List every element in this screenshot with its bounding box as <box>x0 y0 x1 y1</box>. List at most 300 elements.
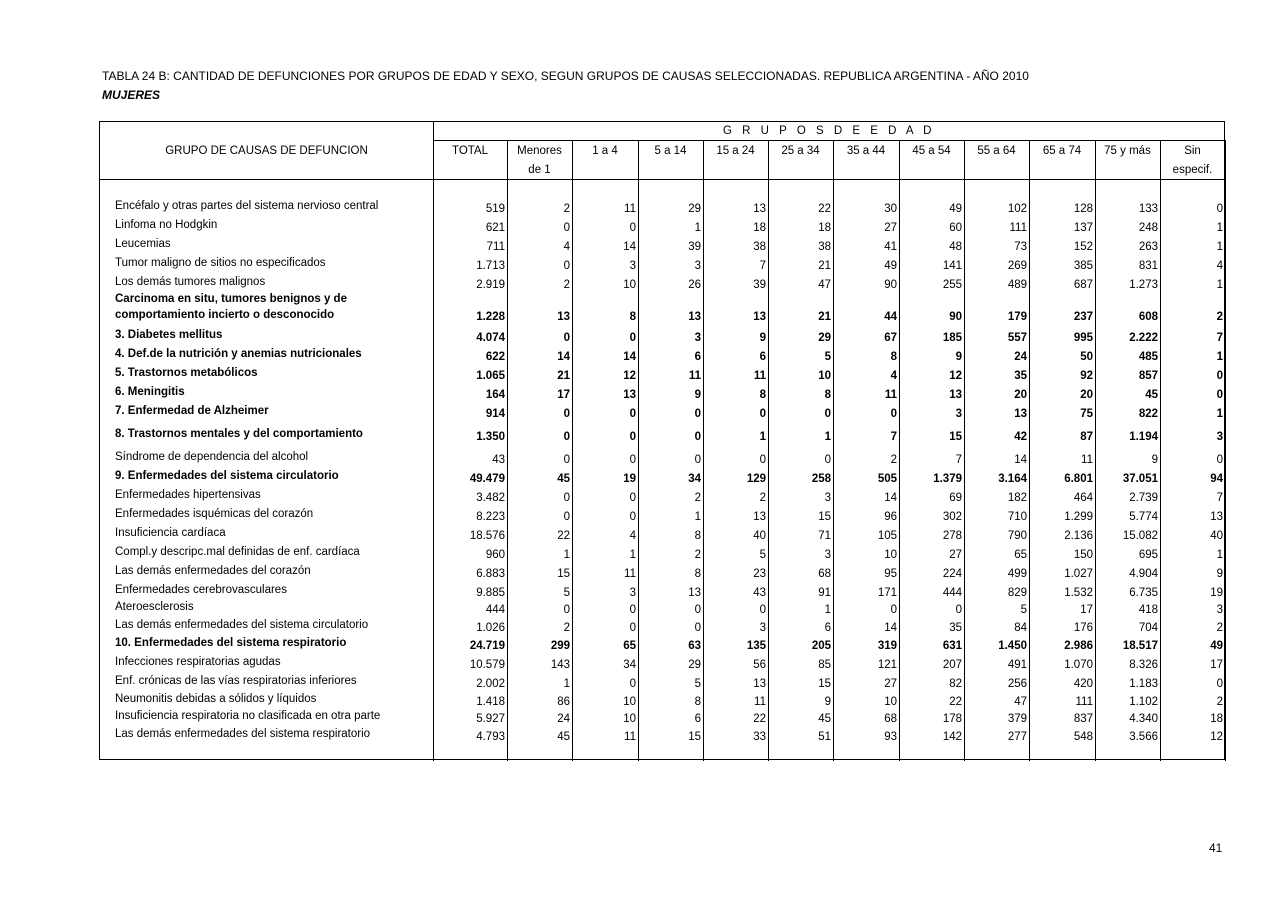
header-divider <box>99 179 1225 180</box>
row-label: Insuficiencia cardíaca <box>115 527 226 539</box>
row-value: 128 <box>1073 203 1093 215</box>
row-label: Enfermedades isquémicas del corazón <box>115 508 314 520</box>
row-value: 1.273 <box>1129 279 1158 291</box>
row-value: 1.418 <box>476 696 505 708</box>
row-value: 8.326 <box>1129 659 1158 671</box>
row-value: 11 <box>884 389 897 401</box>
row-value: 3.566 <box>1129 731 1158 743</box>
row-value: 15.082 <box>1122 530 1158 542</box>
row-value: 14 <box>623 351 636 363</box>
row-value: 8 <box>890 351 897 363</box>
row-value: 152 <box>1073 241 1093 253</box>
row-label: Enfermedades cerebrovasculares <box>115 584 287 596</box>
row-value: 4 <box>629 530 636 542</box>
row-value: 263 <box>1138 241 1158 253</box>
row-value: 47 <box>1014 696 1027 708</box>
column-header <box>1029 142 1095 161</box>
row-value: 0 <box>563 332 570 344</box>
column-header <box>1160 142 1225 180</box>
row-value: 2.739 <box>1129 492 1158 504</box>
row-value: 557 <box>1007 332 1027 344</box>
row-value: 1 <box>1216 408 1223 420</box>
row-value: 39 <box>688 241 701 253</box>
row-value: 3 <box>629 260 636 272</box>
table-subtitle: MUJERES <box>102 88 161 102</box>
row-value: 14 <box>884 622 897 634</box>
row-value: 50 <box>1080 351 1093 363</box>
causes-column-header: GRUPO DE CAUSAS DE DEFUNCION <box>165 145 368 157</box>
row-value: 48 <box>949 241 962 253</box>
row-value: 1.228 <box>476 311 505 323</box>
row-value: 10 <box>818 370 831 382</box>
row-value: 7 <box>1216 492 1223 504</box>
row-value: 0 <box>563 222 570 234</box>
row-value: 15 <box>818 511 831 523</box>
row-value: 1 <box>1216 241 1223 253</box>
row-value: 9 <box>1216 568 1223 580</box>
row-value: 17 <box>1210 659 1223 671</box>
row-value: 17 <box>1080 604 1093 616</box>
row-value: 2 <box>694 492 701 504</box>
row-value: 34 <box>623 659 636 671</box>
row-value: 1.183 <box>1129 678 1158 690</box>
column-header <box>1095 142 1160 161</box>
row-value: 0 <box>759 454 766 466</box>
row-value: 13 <box>557 311 570 323</box>
row-value: 7 <box>759 260 766 272</box>
row-value: 90 <box>884 279 897 291</box>
row-value: 1.194 <box>1129 431 1158 443</box>
row-value: 237 <box>1073 311 1093 323</box>
row-value: 277 <box>1007 731 1027 743</box>
row-label: Insuficiencia respiratoria no clasificada en otra parte <box>115 710 381 722</box>
row-value: 0 <box>890 408 897 420</box>
row-value: 0 <box>563 408 570 420</box>
row-value: 56 <box>753 659 766 671</box>
column-header <box>507 142 572 180</box>
row-value: 14 <box>623 241 636 253</box>
row-value: 621 <box>485 222 505 234</box>
row-label: Ateroesclerosis <box>115 601 194 613</box>
row-value: 1.532 <box>1064 587 1093 599</box>
row-value: 71 <box>818 530 831 542</box>
row-value: 21 <box>818 260 831 272</box>
row-value: 38 <box>818 241 831 253</box>
row-value: 11 <box>688 370 701 382</box>
row-value: 444 <box>942 587 962 599</box>
row-value: 13 <box>688 311 701 323</box>
row-value: 8 <box>694 568 701 580</box>
row-value: 8 <box>629 311 636 323</box>
row-label: Infecciones respiratorias agudas <box>115 656 281 668</box>
row-value: 1.065 <box>476 370 505 382</box>
row-value: 41 <box>884 241 897 253</box>
row-value: 622 <box>485 351 505 363</box>
row-value: 1.379 <box>933 473 962 485</box>
row-value: 82 <box>949 678 962 690</box>
row-value: 51 <box>818 731 831 743</box>
row-value: 11 <box>753 370 766 382</box>
column-header <box>433 142 507 161</box>
row-value: 11 <box>754 696 766 708</box>
row-value: 0 <box>563 431 570 443</box>
column-header <box>833 142 899 161</box>
row-value: 1 <box>629 549 636 561</box>
row-value: 23 <box>753 568 766 580</box>
row-value: 111 <box>1075 696 1093 708</box>
row-value: 42 <box>1014 431 1027 443</box>
row-value: 6 <box>759 351 766 363</box>
row-label: 6. Meningitis <box>115 386 185 398</box>
row-value: 4.793 <box>476 731 505 743</box>
row-value: 255 <box>942 279 962 291</box>
row-value: 0 <box>629 222 636 234</box>
row-value: 45 <box>1145 389 1158 401</box>
row-value: 65 <box>1014 549 1027 561</box>
row-value: 14 <box>1014 454 1027 466</box>
row-value: 141 <box>942 260 962 272</box>
column-header <box>703 142 768 161</box>
row-value: 143 <box>550 659 570 671</box>
column-header-line1: 75 y más <box>1104 145 1151 157</box>
row-value: 13 <box>753 311 766 323</box>
row-value: 7 <box>1216 332 1223 344</box>
column-header <box>638 142 703 161</box>
row-value: 84 <box>1014 622 1027 634</box>
row-value: 418 <box>1138 604 1158 616</box>
row-value: 0 <box>629 408 636 420</box>
row-value: 2.222 <box>1129 332 1158 344</box>
row-value: 420 <box>1073 678 1093 690</box>
column-header-line1: 1 a 4 <box>592 145 618 157</box>
row-value: 93 <box>884 731 897 743</box>
row-value: 95 <box>884 568 897 580</box>
row-value: 695 <box>1138 549 1158 561</box>
column-header <box>899 142 964 161</box>
row-value: 33 <box>753 731 766 743</box>
row-value: 29 <box>688 203 701 215</box>
row-value: 60 <box>949 222 962 234</box>
row-value: 822 <box>1138 408 1158 420</box>
row-value: 13 <box>688 587 701 599</box>
row-value: 68 <box>818 568 831 580</box>
row-value: 22 <box>753 713 766 725</box>
row-value: 0 <box>629 454 636 466</box>
column-header-line2: especif. <box>1172 164 1213 176</box>
column-header <box>768 142 833 161</box>
row-value: 2 <box>563 622 570 634</box>
column-header-line1: 55 a 64 <box>977 145 1016 157</box>
column-header-line1: 65 a 74 <box>1042 145 1082 157</box>
row-value: 2 <box>1216 622 1223 634</box>
row-value: 7 <box>890 431 897 443</box>
row-label: 4. Def.de la nutrición y anemias nutricionales <box>115 348 362 360</box>
row-value: 13 <box>753 511 766 523</box>
row-value: 3 <box>694 332 701 344</box>
row-value: 0 <box>694 604 701 616</box>
row-value: 91 <box>818 587 831 599</box>
row-value: 87 <box>1080 431 1093 443</box>
row-value: 182 <box>1007 492 1027 504</box>
column-header <box>572 142 638 161</box>
row-value: 207 <box>942 659 962 671</box>
row-value: 176 <box>1073 622 1093 634</box>
row-value: 269 <box>1007 260 1027 272</box>
row-value: 5.927 <box>476 713 505 725</box>
row-value: 224 <box>942 568 962 580</box>
row-value: 6 <box>694 713 701 725</box>
row-value: 1.027 <box>1064 568 1093 580</box>
row-value: 9 <box>955 351 962 363</box>
table-title: TABLA 24 B: CANTIDAD DE DEFUNCIONES POR GRUPOS DE EDAD Y SEXO, SEGUN GRUPOS DE CAUSAS SELECCIONADAS. REPUBLICA ARGENTINA - AÑO 2010 <box>102 69 1029 83</box>
row-value: 14 <box>557 351 570 363</box>
row-value: 710 <box>1007 511 1027 523</box>
row-label: 3. Diabetes mellitus <box>115 329 223 341</box>
row-label: Carcinoma en situ, tumores benignos y de <box>115 293 347 305</box>
row-value: 4 <box>1216 260 1223 272</box>
row-value: 608 <box>1138 311 1158 323</box>
row-value: 29 <box>818 332 831 344</box>
row-value: 3 <box>824 492 831 504</box>
row-value: 3 <box>694 260 701 272</box>
row-value: 19 <box>623 473 636 485</box>
row-label: 9. Enfermedades del sistema circulatorio <box>115 470 339 482</box>
row-value: 278 <box>942 530 962 542</box>
row-value: 1 <box>1216 351 1223 363</box>
row-value: 38 <box>753 241 766 253</box>
row-value: 995 <box>1073 332 1093 344</box>
row-value: 485 <box>1138 351 1158 363</box>
row-value: 19 <box>1210 587 1223 599</box>
row-value: 22 <box>557 530 570 542</box>
row-label: Neumonitis debidas a sólidos y líquidos <box>115 693 317 705</box>
row-value: 164 <box>485 389 505 401</box>
row-value: 27 <box>949 549 962 561</box>
row-value: 5 <box>694 678 701 690</box>
row-value: 20 <box>1014 389 1027 401</box>
row-label: Encéfalo y otras partes del sistema nervioso central <box>115 200 379 212</box>
column-header-line1: TOTAL <box>452 145 488 157</box>
row-value: 4 <box>563 241 570 253</box>
row-value: 8 <box>694 530 701 542</box>
row-value: 11 <box>624 568 636 580</box>
row-value: 3 <box>1216 431 1223 443</box>
row-value: 258 <box>811 473 831 485</box>
row-value: 9 <box>759 332 766 344</box>
row-value: 2 <box>890 454 897 466</box>
row-value: 1 <box>759 431 766 443</box>
row-value: 9 <box>694 389 701 401</box>
row-value: 1 <box>694 511 701 523</box>
row-value: 27 <box>884 678 897 690</box>
row-label: Tumor maligno de sitios no especificados <box>115 257 326 269</box>
row-value: 185 <box>942 332 962 344</box>
row-value: 12 <box>1210 731 1223 743</box>
row-value: 1.350 <box>476 431 505 443</box>
row-value: 8 <box>759 389 766 401</box>
row-value: 1 <box>563 549 570 561</box>
column-header-line1: 25 a 34 <box>781 145 820 157</box>
row-value: 1.026 <box>476 622 505 634</box>
row-value: 2.136 <box>1064 530 1093 542</box>
row-value: 49 <box>1210 640 1223 652</box>
row-value: 385 <box>1073 260 1093 272</box>
row-value: 43 <box>753 587 766 599</box>
row-value: 20 <box>1080 389 1093 401</box>
row-value: 26 <box>688 279 701 291</box>
row-value: 0 <box>1216 389 1223 401</box>
row-value: 319 <box>877 640 897 652</box>
row-value: 0 <box>629 622 636 634</box>
row-value: 15 <box>688 731 701 743</box>
row-value: 3 <box>1216 604 1223 616</box>
row-value: 687 <box>1073 279 1093 291</box>
row-value: 43 <box>492 454 505 466</box>
row-value: 73 <box>1014 241 1027 253</box>
row-value: 0 <box>1216 203 1223 215</box>
row-value: 0 <box>759 408 766 420</box>
row-value: 35 <box>949 622 962 634</box>
row-value: 0 <box>563 260 570 272</box>
row-value: 0 <box>629 492 636 504</box>
row-value: 0 <box>563 511 570 523</box>
row-value: 10 <box>884 696 897 708</box>
row-value: 1.450 <box>998 640 1027 652</box>
row-value: 22 <box>949 696 962 708</box>
row-value: 6.801 <box>1064 473 1093 485</box>
row-value: 3.482 <box>476 492 505 504</box>
row-value: 21 <box>557 370 570 382</box>
row-value: 40 <box>1210 530 1223 542</box>
row-value: 49 <box>949 203 962 215</box>
column-header-line1: Sin <box>1184 145 1201 157</box>
row-label: Leucemias <box>115 238 171 250</box>
row-value: 0 <box>563 604 570 616</box>
row-value: 0 <box>1216 678 1223 690</box>
row-value: 13 <box>1210 511 1223 523</box>
row-value: 379 <box>1007 713 1027 725</box>
row-value: 45 <box>818 713 831 725</box>
row-label: Compl.y descripc.mal definidas de enf. cardíaca <box>115 546 360 558</box>
row-value: 1 <box>1216 549 1223 561</box>
row-value: 444 <box>485 604 505 616</box>
row-value: 45 <box>557 473 570 485</box>
row-label: Las demás enfermedades del sistema respiratorio <box>115 728 371 740</box>
row-value: 2 <box>1216 311 1223 323</box>
row-value: 29 <box>688 659 701 671</box>
row-label: 8. Trastornos mentales y del comportamiento <box>115 428 363 440</box>
row-value: 44 <box>884 311 897 323</box>
row-value: 505 <box>877 473 897 485</box>
row-value: 27 <box>884 222 897 234</box>
row-value: 102 <box>1007 203 1027 215</box>
row-value: 65 <box>623 640 636 652</box>
row-value: 837 <box>1073 713 1093 725</box>
row-value: 7 <box>955 454 962 466</box>
row-label: Los demás tumores malignos <box>115 276 266 288</box>
row-value: 105 <box>877 530 897 542</box>
row-value: 5.774 <box>1129 511 1158 523</box>
row-value: 2 <box>694 549 701 561</box>
row-value: 6.883 <box>476 568 505 580</box>
row-value: 13 <box>1014 408 1027 420</box>
row-value: 711 <box>486 241 505 253</box>
row-value: 12 <box>623 370 636 382</box>
row-value: 137 <box>1073 222 1093 234</box>
row-value: 0 <box>629 678 636 690</box>
row-value: 96 <box>884 511 897 523</box>
row-value: 1 <box>824 431 831 443</box>
page-number: 41 <box>1209 841 1223 855</box>
row-label: Las demás enfermedades del sistema circulatorio <box>115 619 369 631</box>
row-value: 35 <box>1014 370 1027 382</box>
row-value: 150 <box>1073 549 1093 561</box>
column-header-line2: de 1 <box>528 164 551 176</box>
row-value: 34 <box>688 473 701 485</box>
row-value: 40 <box>753 530 766 542</box>
row-value: 5 <box>759 549 766 561</box>
row-value: 0 <box>694 454 701 466</box>
row-value: 12 <box>949 370 962 382</box>
row-value: 63 <box>688 640 701 652</box>
row-value: 9 <box>824 696 831 708</box>
row-value: 111 <box>1009 222 1027 234</box>
row-value: 2 <box>1216 696 1223 708</box>
row-value: 13 <box>753 203 766 215</box>
row-value: 24 <box>557 713 570 725</box>
row-value: 2 <box>563 279 570 291</box>
row-value: 10 <box>623 279 636 291</box>
row-value: 17 <box>557 389 570 401</box>
row-value: 8 <box>824 389 831 401</box>
row-value: 0 <box>629 332 636 344</box>
row-value: 179 <box>1007 311 1027 323</box>
row-value: 790 <box>1007 530 1027 542</box>
row-label: Las demás enfermedades del corazón <box>115 565 311 577</box>
row-value: 0 <box>759 604 766 616</box>
row-value: 15 <box>949 431 962 443</box>
row-value: 92 <box>1080 370 1093 382</box>
row-value: 0 <box>1216 454 1223 466</box>
row-value: 1 <box>1216 222 1223 234</box>
row-value: 3 <box>955 408 962 420</box>
column-header-line1: 45 a 54 <box>912 145 951 157</box>
row-value: 4.340 <box>1129 713 1158 725</box>
row-value: 10 <box>623 713 636 725</box>
row-value: 205 <box>811 640 831 652</box>
row-value: 3.164 <box>998 473 1027 485</box>
row-value: 1 <box>563 678 570 690</box>
row-value: 18 <box>1210 713 1223 725</box>
row-value: 548 <box>1073 731 1093 743</box>
row-label: Enfermedades hipertensivas <box>115 489 261 501</box>
row-value: 30 <box>884 203 897 215</box>
row-label-line2: comportamiento incierto o desconocido <box>115 309 335 321</box>
row-value: 14 <box>884 492 897 504</box>
row-value: 37.051 <box>1122 473 1158 485</box>
column-header-line1: 35 a 44 <box>846 145 886 157</box>
column-header-line1: Menores <box>517 145 562 157</box>
row-value: 1.070 <box>1064 659 1093 671</box>
row-value: 489 <box>1007 279 1027 291</box>
row-value: 171 <box>877 587 897 599</box>
row-value: 13 <box>753 678 766 690</box>
row-value: 5 <box>563 587 570 599</box>
row-value: 704 <box>1138 622 1158 634</box>
row-value: 0 <box>890 604 897 616</box>
row-value: 829 <box>1007 587 1027 599</box>
row-value: 256 <box>1007 678 1027 690</box>
